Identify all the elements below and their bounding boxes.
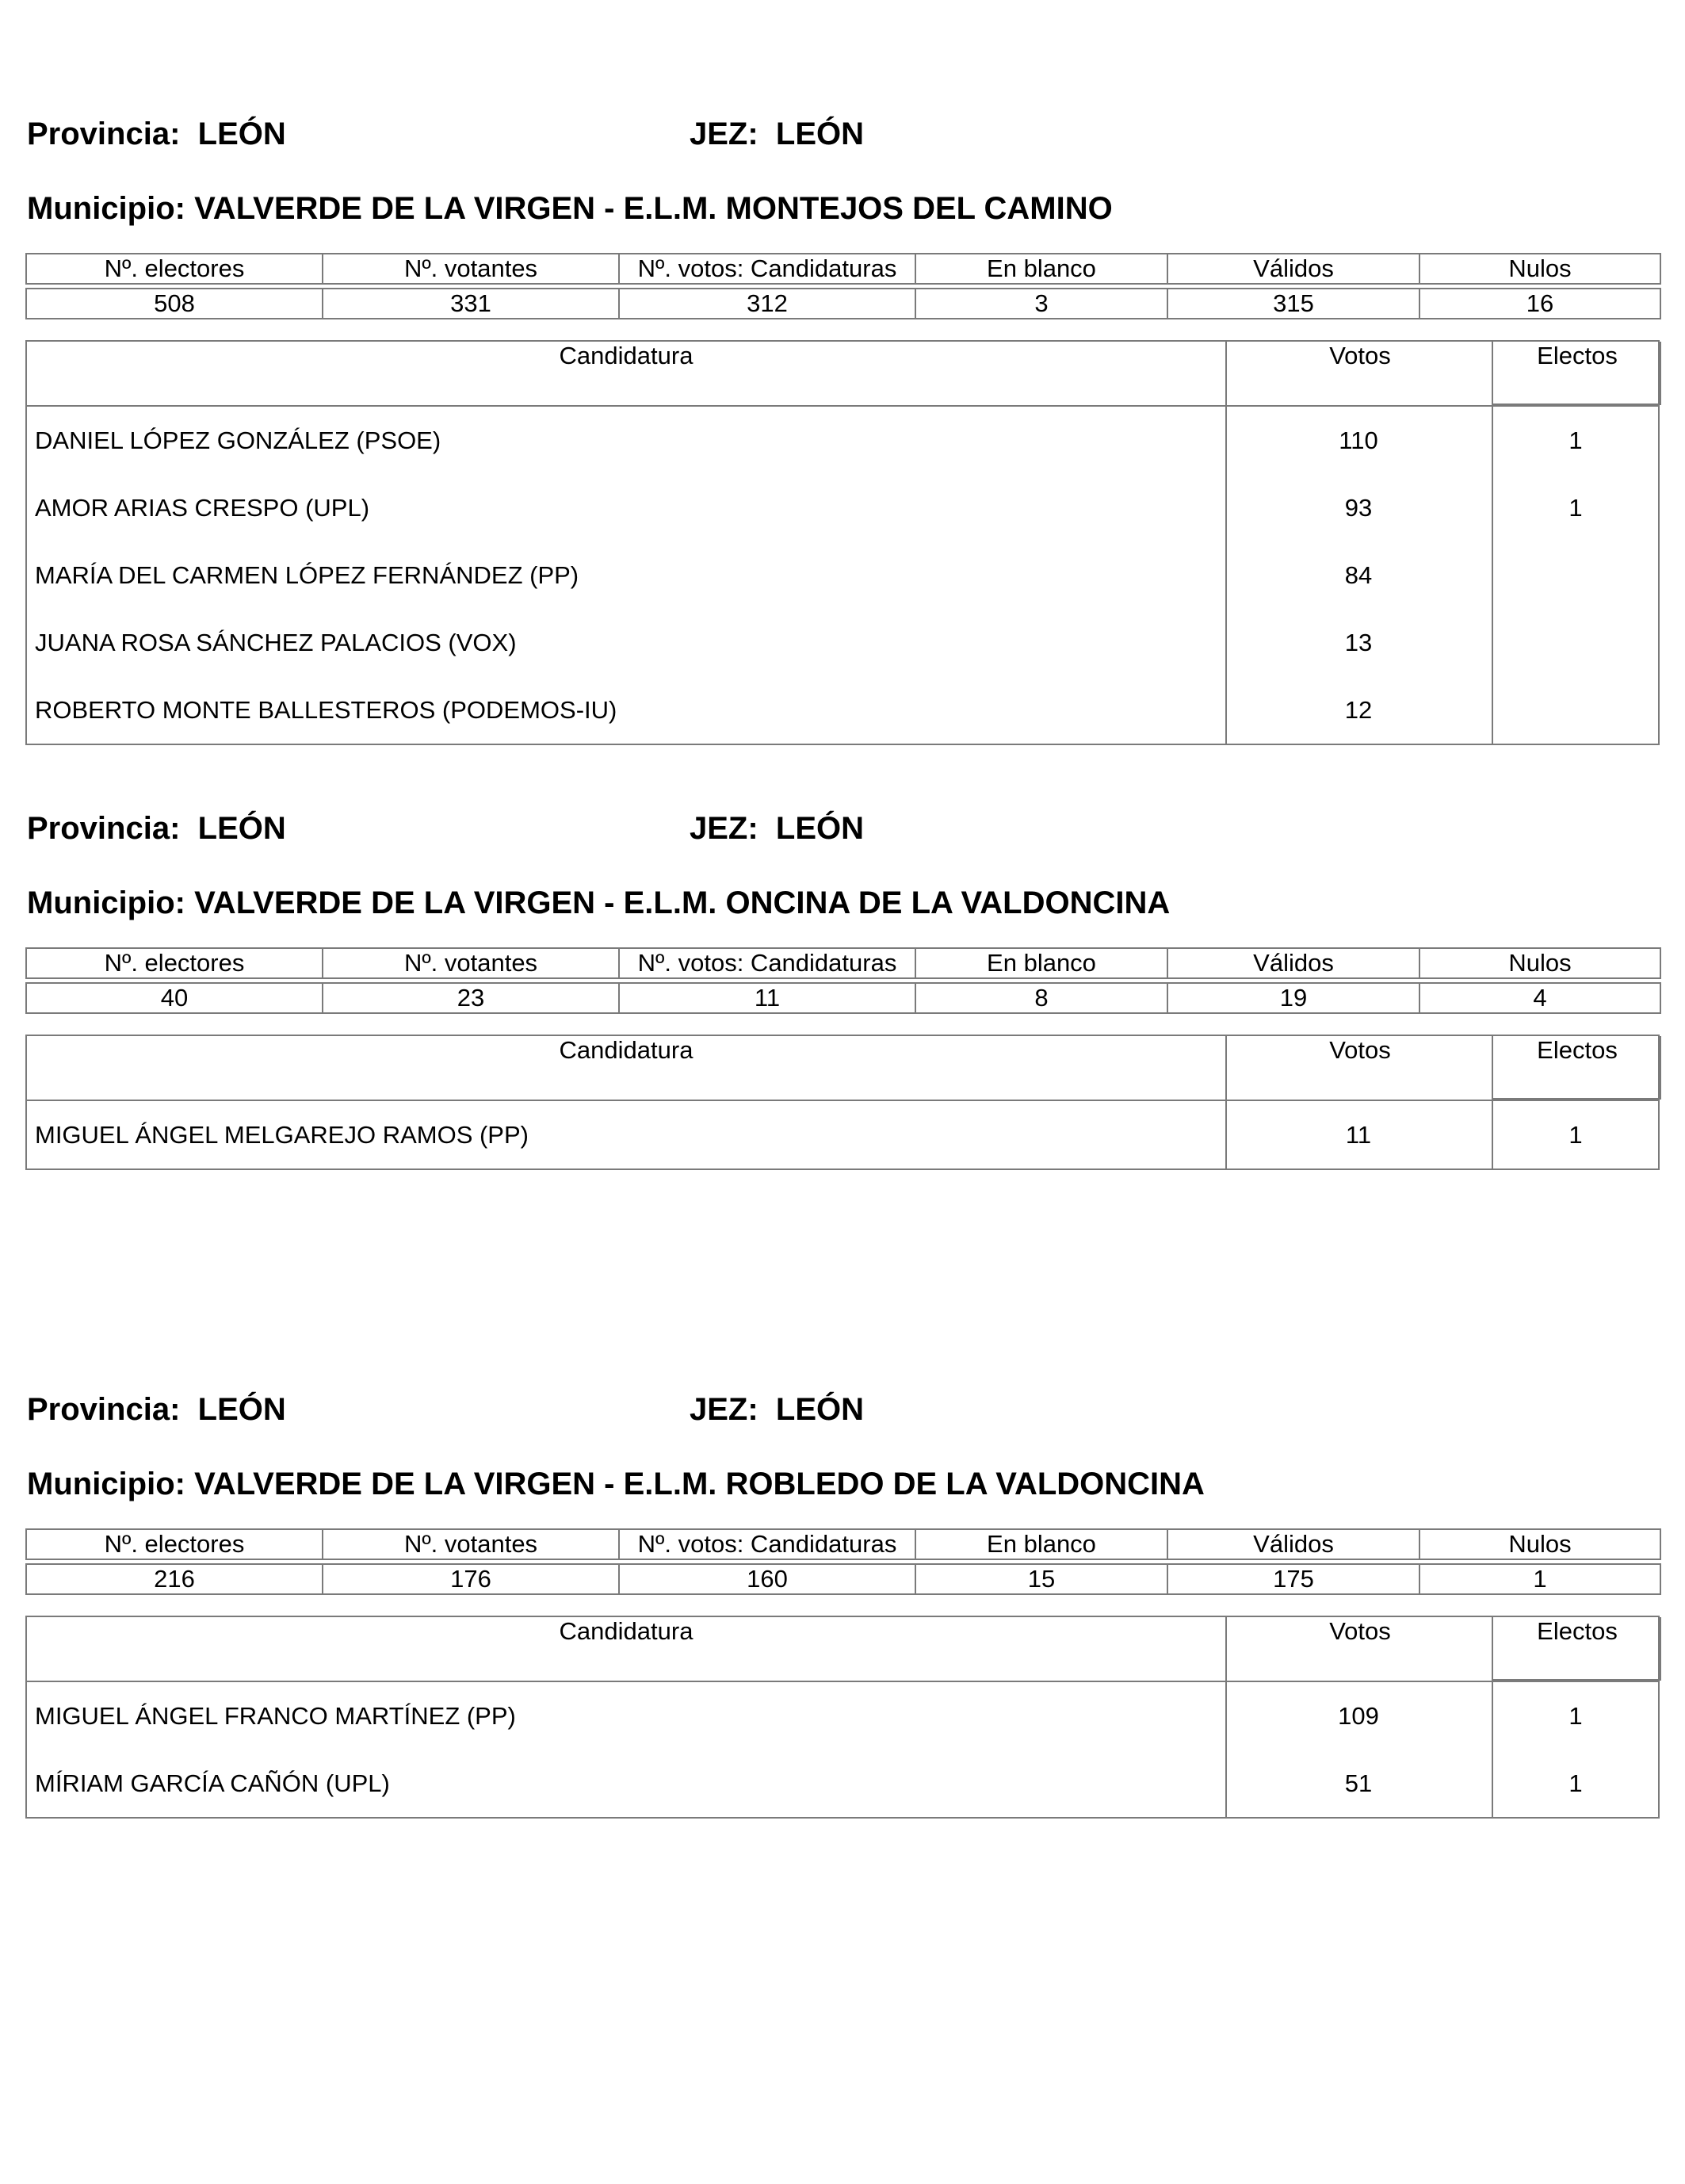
- candidate-votos: 93: [1344, 494, 1373, 522]
- table-row: [27, 474, 1658, 541]
- summary-value-cell: 176: [323, 1564, 619, 1594]
- summary-value-cell: 3: [915, 289, 1167, 319]
- candidatura-header: Candidatura: [559, 1617, 693, 1645]
- candidate-name: DANIEL LÓPEZ GONZÁLEZ (PSOE): [35, 426, 441, 454]
- summary-header-cell: Nulos: [1419, 1529, 1660, 1559]
- candidate-name: MIGUEL ÁNGEL FRANCO MARTÍNEZ (PP): [35, 1702, 516, 1730]
- candidates-table: [25, 1035, 1660, 1170]
- votos-header: Votos: [1225, 1617, 1493, 1681]
- provincia-value: LEÓN: [197, 1392, 286, 1427]
- summary-value-cell: 508: [26, 289, 323, 319]
- summary-header-row: [26, 1529, 1660, 1559]
- candidate-electos: 1: [1568, 1769, 1583, 1797]
- summary-header-cell: Nº. votantes: [323, 254, 619, 284]
- municipio-line: [27, 883, 1170, 923]
- jez-label: JEZ:: [690, 1392, 758, 1427]
- jez-label: JEZ:: [690, 117, 758, 151]
- provincia-label: Provincia:: [27, 117, 181, 151]
- municipio-label: Municipio:: [27, 191, 185, 226]
- jez-value: LEÓN: [775, 811, 865, 846]
- candidates-body: [27, 407, 1658, 744]
- candidate-name: MARÍA DEL CARMEN LÓPEZ FERNÁNDEZ (PP): [35, 561, 579, 589]
- jez-line: [690, 809, 864, 848]
- summary-value-cell: 331: [323, 289, 619, 319]
- summary-header-cell: Válidos: [1167, 948, 1419, 978]
- section-header: [25, 809, 1660, 848]
- candidate-electos: 1: [1568, 494, 1583, 522]
- candidates-header-row: [27, 342, 1658, 407]
- candidate-votos: 13: [1344, 629, 1373, 656]
- summary-value-row: [26, 983, 1660, 1013]
- candidate-votos: 84: [1344, 561, 1373, 589]
- summary-value-cell: 8: [915, 983, 1167, 1013]
- summary-header-cell: En blanco: [915, 254, 1167, 284]
- summary-value-cell: 15: [915, 1564, 1167, 1594]
- table-row: [27, 407, 1658, 474]
- summary-header-cell: Nulos: [1419, 254, 1660, 284]
- electos-header: Electos: [1492, 1617, 1661, 1681]
- summary-value-cell: 1: [1419, 1564, 1660, 1594]
- summary-header-cell: Válidos: [1167, 254, 1419, 284]
- summary-value-row: [26, 289, 1660, 319]
- candidates-header-row: [27, 1036, 1658, 1101]
- candidates-table: [25, 340, 1660, 745]
- summary-value-cell: 175: [1167, 1564, 1419, 1594]
- provincia-value: LEÓN: [197, 811, 286, 846]
- table-row: [27, 1682, 1658, 1750]
- candidate-name: ROBERTO MONTE BALLESTEROS (PODEMOS-IU): [35, 696, 617, 724]
- results-section: [25, 114, 1660, 724]
- summary-header-cell: En blanco: [915, 1529, 1167, 1559]
- candidate-electos: 1: [1568, 1121, 1583, 1149]
- municipio-label: Municipio:: [27, 885, 185, 920]
- provincia-line: [27, 809, 286, 848]
- candidate-electos: 1: [1568, 426, 1583, 454]
- results-section: [25, 1390, 1660, 1797]
- table-row: [27, 1101, 1658, 1168]
- candidate-electos: [1492, 676, 1660, 744]
- summary-value-row: [26, 1564, 1660, 1594]
- summary-value-cell: 315: [1167, 289, 1419, 319]
- summary-header-cell: Nº. electores: [26, 948, 323, 978]
- provincia-label: Provincia:: [27, 811, 181, 846]
- candidate-name: JUANA ROSA SÁNCHEZ PALACIOS (VOX): [35, 629, 517, 656]
- jez-value: LEÓN: [775, 1392, 865, 1427]
- municipio-label: Municipio:: [27, 1467, 185, 1501]
- candidate-votos: 12: [1344, 696, 1373, 724]
- summary-value-cell: 216: [26, 1564, 323, 1594]
- summary-header-cell: Nº. votos: Candidaturas: [619, 948, 915, 978]
- provincia-line: [27, 1390, 286, 1429]
- table-row: [27, 541, 1658, 609]
- jez-line: [690, 1390, 864, 1429]
- summary-value-cell: 19: [1167, 983, 1419, 1013]
- municipio-value: VALVERDE DE LA VIRGEN - E.L.M. MONTEJOS DEL CAMINO: [194, 191, 1113, 226]
- candidate-votos: 51: [1344, 1769, 1373, 1797]
- candidate-electos: [1492, 609, 1660, 676]
- table-row: [27, 609, 1658, 676]
- provincia-line: [27, 114, 286, 154]
- summary-table: [25, 253, 1661, 319]
- electos-header: Electos: [1492, 1036, 1661, 1100]
- summary-value-cell: 160: [619, 1564, 915, 1594]
- municipio-line: [27, 189, 1113, 228]
- jez-value: LEÓN: [775, 117, 865, 151]
- candidate-votos: 110: [1339, 426, 1378, 454]
- summary-header-row: [26, 948, 1660, 978]
- jez-line: [690, 114, 864, 154]
- summary-header-cell: Nº. electores: [26, 254, 323, 284]
- candidate-name: AMOR ARIAS CRESPO (UPL): [35, 494, 370, 522]
- candidate-name: MIGUEL ÁNGEL MELGAREJO RAMOS (PP): [35, 1121, 529, 1149]
- summary-value-cell: 40: [26, 983, 323, 1013]
- summary-header-cell: Nº. electores: [26, 1529, 323, 1559]
- summary-value-cell: 312: [619, 289, 915, 319]
- candidate-votos: 109: [1338, 1702, 1379, 1730]
- summary-header-cell: Nº. votantes: [323, 1529, 619, 1559]
- candidate-name: MÍRIAM GARCÍA CAÑÓN (UPL): [35, 1769, 390, 1797]
- jez-label: JEZ:: [690, 811, 758, 846]
- table-row: [27, 1750, 1658, 1817]
- summary-header-cell: En blanco: [915, 948, 1167, 978]
- summary-header-cell: Nº. votos: Candidaturas: [619, 1529, 915, 1559]
- summary-value-cell: 23: [323, 983, 619, 1013]
- candidate-electos: 1: [1568, 1702, 1583, 1730]
- section-header: [25, 1390, 1660, 1429]
- summary-value-cell: 4: [1419, 983, 1660, 1013]
- candidates-header-row: [27, 1617, 1658, 1682]
- provincia-value: LEÓN: [197, 117, 286, 151]
- results-section: [25, 809, 1660, 1149]
- summary-header-row: [26, 254, 1660, 284]
- summary-header-cell: Nº. votos: Candidaturas: [619, 254, 915, 284]
- summary-value-cell: 16: [1419, 289, 1660, 319]
- candidate-votos: 11: [1345, 1121, 1372, 1149]
- candidatura-header: Candidatura: [559, 1036, 693, 1064]
- provincia-label: Provincia:: [27, 1392, 181, 1427]
- votos-header: Votos: [1225, 1036, 1493, 1100]
- municipio-value: VALVERDE DE LA VIRGEN - E.L.M. ONCINA DE LA VALDONCINA: [194, 885, 1171, 920]
- electos-header: Electos: [1492, 342, 1661, 405]
- summary-header-cell: Nº. votantes: [323, 948, 619, 978]
- summary-header-cell: Válidos: [1167, 1529, 1419, 1559]
- summary-header-cell: Nulos: [1419, 948, 1660, 978]
- candidatura-header: Candidatura: [559, 342, 693, 369]
- candidates-body: [27, 1682, 1658, 1817]
- section-header: [25, 114, 1660, 154]
- candidates-body: [27, 1101, 1658, 1168]
- votos-header: Votos: [1225, 342, 1493, 405]
- candidate-electos: [1492, 541, 1660, 609]
- candidates-table: [25, 1616, 1660, 1819]
- summary-table: [25, 947, 1661, 1014]
- municipio-value: VALVERDE DE LA VIRGEN - E.L.M. ROBLEDO DE LA VALDONCINA: [194, 1467, 1205, 1501]
- summary-table: [25, 1528, 1661, 1595]
- table-row: [27, 676, 1658, 744]
- summary-value-cell: 11: [619, 983, 915, 1013]
- municipio-line: [27, 1464, 1205, 1504]
